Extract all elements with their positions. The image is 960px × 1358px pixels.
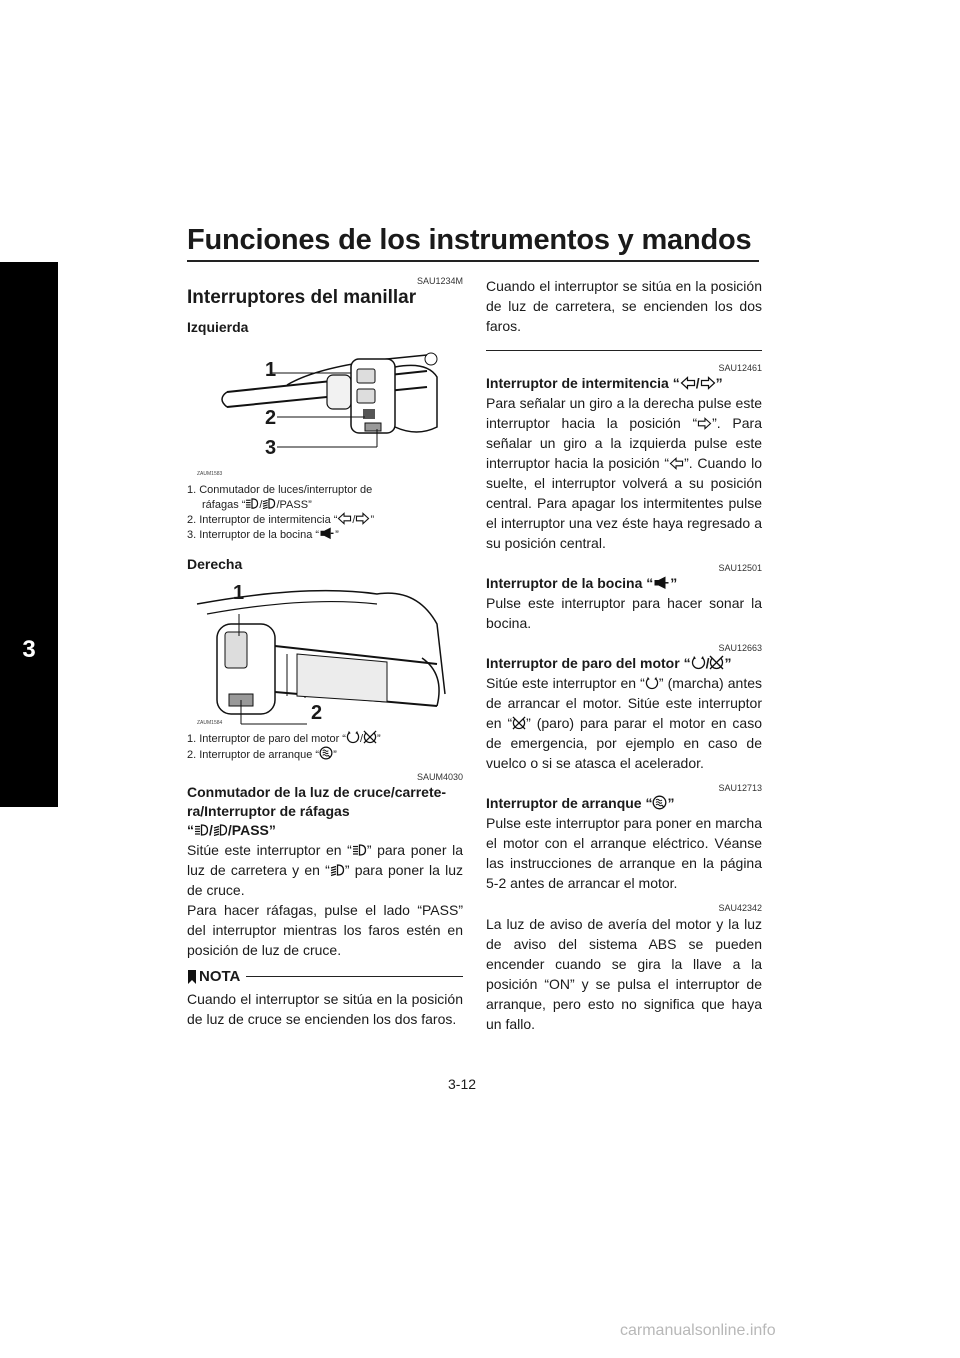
section-code: SAU12713 [718,783,762,793]
horn-icon [319,527,335,540]
nota-icon [187,970,197,984]
watermark: carmanualsonline.info [620,1322,776,1339]
left-heading: Izquierda [187,319,249,335]
nota-paragraph-2: Cuando el interruptor se sitúa en la posición de luz de carretera, se encienden los dos faros. [486,278,762,334]
section-title-stop: Interruptor de paro del motor “ / ” [486,655,732,671]
nota-header: NOTA [187,968,463,985]
warning-paragraph: La luz de aviso de avería del motor y la luz de aviso del sistema ABS se pueden encender cuando se gira la llave a la posición “ON” y se pulsa el interruptor de arranque, pero esto no significa que haya un fallo. [486,916,762,1032]
low-beam-icon [262,497,276,510]
caption-right-1: 1. Interruptor de paro del motor “ / ” [187,730,463,746]
right-column [486,276,762,1034]
callout-2: 2 [265,407,277,429]
section-code: SAU1234M [416,276,463,286]
caption-left-3: 3. Interruptor de la bocina “ ” [187,529,339,541]
section-title-handlebar: Interruptores del manillar [187,287,417,308]
turn-right-icon [697,417,712,430]
page-number: 3-12 [448,1076,477,1092]
callout-3: 3 [265,437,277,459]
engine-run-icon [346,730,360,744]
figure-code: ZAUM1583 [197,471,223,477]
horn-icon [653,576,670,590]
high-beam-icon [194,823,209,837]
turn-paragraph: Para señalar un giro a la derecha pulse este interruptor hacia la posición “ ”. Para señalar un giro a la izquierda pulse este interruptor hacia la posición “ ”. Cuando lo suelte, el interruptor volverá a su posición central. Para apagar los intermitentes pulse el interruptor una vez éste haya regresado a su posición central. [486,395,762,551]
section-code: SAU42342 [718,903,762,913]
start-icon [652,795,667,810]
section-code: SAUM4030 [416,772,463,782]
turn-left-icon [337,512,352,525]
turn-left-icon [669,457,684,470]
low-beam-icon [330,863,345,877]
stop-paragraph: Sitúe este interruptor en “ ” (marcha) antes de arrancar el motor. Sitúe este interruptor en “ ” (paro) para parar el motor en caso de emergencia, por ejemplo en caso de vuelco o si se atasca el acelerador. [486,675,763,771]
turn-right-icon [700,376,716,390]
nota-end-rule [486,350,762,351]
callout-1: 1 [265,359,277,381]
section-title-start: Interruptor de arranque “ ” [486,795,675,811]
nota-paragraph-1: Cuando el interruptor se sitúa en la posición de luz de cruce se encienden los dos faros. [187,991,463,1027]
callout-2: 2 [311,702,323,724]
dimmer-paragraph-2: Para hacer ráfagas, pulse el lado “PASS” del interruptor mientras los faros estén en posición de luz de cruce. [187,902,463,958]
title-rule [187,260,759,262]
figure-right-handlebar [187,574,463,730]
engine-run-icon [691,655,706,670]
right-heading: Derecha [187,556,243,572]
figure-code: ZAUM1584 [197,720,223,726]
left-handlebar-illustration [187,337,463,483]
high-beam-icon [245,497,259,510]
page-title: Funciones de los instrumentos y mandos [187,224,752,256]
right-handlebar-illustration [187,574,463,730]
turn-right-icon [355,512,370,525]
callout-1: 1 [233,582,245,604]
dimmer-paragraph-1: Sitúe este interruptor en “ ” para poner la luz de carretera y en “ ” para poner la luz de cruce. [187,842,464,898]
caption-left-1b: ráfagas “ / /PASS” [202,499,312,511]
caption-left-2: 2. Interruptor de intermitencia “ / ” [187,514,375,526]
section-title-dimmer: Conmutador de la luz de cruce/carrete- ra/Interruptor de ráfagas “ / /PASS” [187,784,447,838]
engine-stop-icon [363,730,377,744]
horn-paragraph: Pulse este interruptor para hacer sonar la bocina. [486,595,762,631]
chapter-number: 3 [22,636,36,663]
start-paragraph: Pulse este interruptor para poner en marcha el motor con el arranque eléctrico. Véanse las instrucciones de arranque en la página 5-2 antes de arrancar el motor. [486,815,762,891]
start-icon [319,746,333,760]
chapter-tab [0,262,58,807]
engine-run-icon [645,676,659,690]
turn-left-icon [680,376,696,390]
caption-left-1: 1. Conmutador de luces/interruptor de [187,484,373,496]
engine-stop-icon [709,655,724,670]
figure-left-handlebar [187,337,463,483]
caption-right-2: 2. Interruptor de arranque “ ” [187,746,463,762]
section-title-horn: Interruptor de la bocina “ ” [486,575,678,591]
low-beam-icon [213,823,228,837]
section-code: SAU12461 [718,363,762,373]
section-code: SAU12663 [718,643,762,653]
section-code: SAU12501 [718,563,762,573]
high-beam-icon [352,843,367,857]
left-column [187,276,463,1029]
section-title-turn: Interruptor de intermitencia “ / ” [486,375,723,391]
engine-stop-icon [512,716,526,730]
